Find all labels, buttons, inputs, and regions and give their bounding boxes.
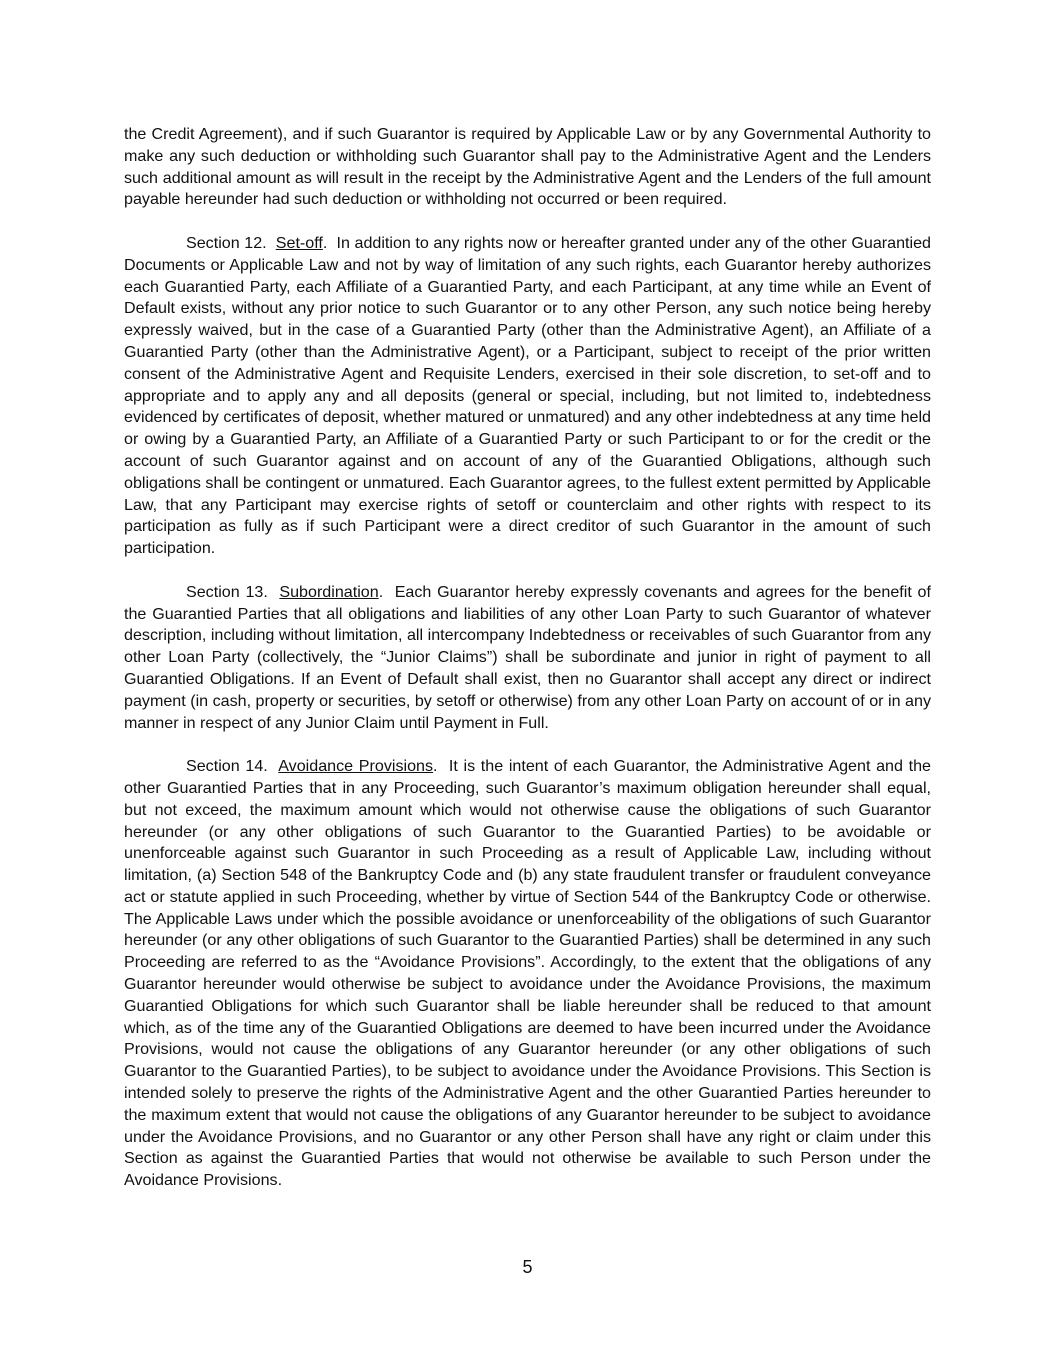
section-12-paragraph: Section 12. Set-off. In addition to any rights now or hereafter granted under any of the other Guarantied Documents or Applicable Law and not by way of limitation of any such rights, each Guarantor hereby authorizes each Guarantied Party, each Affiliate of a Guarantied Party, and each Participant, at any time while an Event of Default exists, without any prior notice to such Guarantor or to any other Person, any such notice being hereby expressly waived, but in the case of a Guarantied Party (other than the Administrative Agent), an Affiliate of a Guarantied Party (other than the Administrative Agent), or a Participant, subject to receipt of the prior written consent of the Administrative Agent and Requisite Lenders, exercised in their sole discretion, to set-off and to appropriate and to apply any and all deposits (general or special, including, but not limited to, indebtedness evidenced by certificates of deposit, whether matured or unmatured) and any other indebtedness at any time held or owing by a Guarantied Party, an Affiliate of a Guarantied Party or such Participant to or for the credit or the account of such Guarantor against and on account of any of the Guarantied Obligations, although such obligations shall be contingent or unmatured. Each Guarantor agrees, to the fullest extent permitted by Applicable Law, that any Participant may exercise rights of setoff or counterclaim and other rights with respect to its participation as fully as if such Participant were a direct creditor of such Guarantor in the amount of such participation. bbox=[124, 233, 931, 558]
section-14-heading: Avoidance Provisions bbox=[278, 757, 434, 776]
section-13-number: Section 13. bbox=[186, 582, 268, 601]
continuation-paragraph: the Credit Agreement), and if such Guarantor is required by Applicable Law or by any Governmental Authority to make any such deduction or withholding such Guarantor shall pay to the Administrative Agent and the Lenders such additional amount as will result in the receipt by the Administrative Agent and the Lenders of the full amount payable hereunder had such deduction or withholding not occurred or been required. bbox=[124, 125, 931, 209]
section-14-number: Section 14. bbox=[186, 757, 268, 776]
section-13-paragraph: Section 13. Subordination. Each Guarantor hereby expressly covenants and agrees for the benefit of the Guarantied Parties that all obligations and liabilities of any other Loan Party to such Guarantor of whatever description, including without limitation, all intercompany Indebtedness or receivables of such Guarantor from any other Loan Party (collectively, the “Junior Claims”) shall be subordinate and junior in right of payment to all Guarantied Obligations. If an Event of Default shall exist, then no Guarantor shall accept any direct or indirect payment (in cash, property or securities, by setoff or otherwise) from any other Loan Party on account of or in any manner in respect of any Junior Claim until Payment in Full. bbox=[124, 582, 931, 732]
section-13-heading: Subordination bbox=[279, 582, 379, 601]
section-13-text: Each Guarantor hereby expressly covenants and agrees for the benefit of the Guarantied Parties that all obligations and liabilities of any other Loan Party to such Guarantor of whatever description, including without limitation, all intercompany Indebtedness or receivables of such Guarantor from any other Loan Party (collectively, the “Junior Claims”) shall be subordinate and junior in right of payment to all Guarantied Obligations. If an Event of Default shall exist, then no Guarantor shall accept any direct or indirect payment (in cash, property or securities, by setoff or otherwise) from any other Loan Party on account of or in any manner in respect of any Junior Claim until Payment in Full. bbox=[124, 582, 931, 732]
page-number: 5 bbox=[522, 1257, 533, 1277]
section-14-text: It is the intent of each Guarantor, the Administrative Agent and the other Guarantied Parties that in any Proceeding, such Guarantor’s maximum obligation hereunder shall equal, but not exceed, the maximum amount which would not otherwise cause the obligations of such Guarantor hereunder (or any other obligations of such Guarantor to the Guarantied Parties) to be avoidable or unenforceable against such Guarantor in such Proceeding as a result of Applicable Law, including without limitation, (a) Section 548 of the Bankruptcy Code and (b) any state fraudulent transfer or fraudulent conveyance act or statute applied in such Proceeding, whether by virtue of Section 544 of the Bankruptcy Code or otherwise. The Applicable Laws under which the possible avoidance or unenforceability of the obligations of such Guarantor hereunder (or any other obligations of such Guarantor to the Guarantied Parties) shall be determined in any such Proceeding are referred to as the “Avoidance Provisions”. Accordingly, to the extent that the obligations of any Guarantor hereunder would otherwise be subject to avoidance under the Avoidance Provisions, the maximum Guarantied Obligations for which such Guarantor shall be liable hereunder shall be reduced to that amount which, as of the time any of the Guarantied Obligations are deemed to have been incurred under the Avoidance Provisions, would not cause the obligations of any Guarantor hereunder (or any other obligations of such Guarantor to the Guarantied Parties), to be subject to avoidance under the Avoidance Provisions. This Section is intended solely to preserve the rights of the Administrative Agent and the other Guarantied Parties hereunder to the maximum extent that would not cause the obligations of any Guarantor hereunder to be subject to avoidance under the Avoidance Provisions, and no Guarantor or any other Person shall have any right or claim under this Section as against the Guarantied Parties that would not otherwise be available to such Person under the Avoidance Provisions. bbox=[124, 757, 932, 1190]
section-14-paragraph: Section 14. Avoidance Provisions. It is the intent of each Guarantor, the Administrative Agent and the other Guarantied Parties that in any Proceeding, such Guarantor’s maximum obligation hereunder shall equal, but not exceed, the maximum amount which would not otherwise cause the obligations of such Guarantor hereunder (or any other obligations of such Guarantor to the Guarantied Parties) to be avoidable or unenforceable against such Guarantor in such Proceeding as a result of Applicable Law, including without limitation, (a) Section 548 of the Bankruptcy Code and (b) any state fraudulent transfer or fraudulent conveyance act or statute applied in such Proceeding, whether by virtue of Section 544 of the Bankruptcy Code or otherwise. The Applicable Laws under which the possible avoidance or unenforceability of the obligations of such Guarantor hereunder (or any other obligations of such Guarantor to the Guarantied Parties) shall be determined in any such Proceeding are referred to as the “Avoidance Provisions”. Accordingly, to the extent that the obligations of any Guarantor hereunder would otherwise be subject to avoidance under the Avoidance Provisions, the maximum Guarantied Obligations for which such Guarantor shall be liable hereunder shall be reduced to that amount which, as of the time any of the Guarantied Obligations are deemed to have been incurred under the Avoidance Provisions, would not cause the obligations of any Guarantor hereunder (or any other obligations of such Guarantor to the Guarantied Parties), to be subject to avoidance under the Avoidance Provisions. This Section is intended solely to preserve the rights of the Administrative Agent and the other Guarantied Parties hereunder to the maximum extent that would not cause the obligations of any Guarantor hereunder to be subject to avoidance under the Avoidance Provisions, and no Guarantor or any other Person shall have any right or claim under this Section as against the Guarantied Parties that would not otherwise be available to such Person under the Avoidance Provisions. bbox=[124, 757, 932, 1190]
section-12-heading: Set-off bbox=[275, 233, 323, 252]
section-12-number: Section 12. bbox=[186, 233, 267, 252]
document-page bbox=[124, 124, 931, 1192]
section-12-text: In addition to any rights now or hereafter granted under any of the other Guarantied Documents or Applicable Law and not by way of limitation of any such rights, each Guarantor hereby authorizes each Guarantied Party, each Affiliate of a Guarantied Party, and each Participant, at any time while an Event of Default exists, without any prior notice to such Guarantor or to any other Person, any such notice being hereby expressly waived, but in the case of a Guarantied Party (other than the Administrative Agent), an Affiliate of a Guarantied Party (other than the Administrative Agent), or a Participant, subject to receipt of the prior written consent of the Administrative Agent and Requisite Lenders, exercised in their sole discretion, to set-off and to appropriate and to apply any and all deposits (general or special, including, but not limited to, indebtedness evidenced by certificates of deposit, whether matured or unmatured) and any other indebtedness at any time held or owing by a Guarantied Party, an Affiliate of a Guarantied Party or such Participant to or for the credit or the account of such Guarantor against and on account of any of the Guarantied Obligations, although such obligations shall be contingent or unmatured. Each Guarantor agrees, to the fullest extent permitted by Applicable Law, that any Participant may exercise rights of setoff or counterclaim and other rights with respect to its participation as fully as if such Participant were a direct creditor of such Guarantor in the amount of such participation. bbox=[124, 233, 931, 558]
